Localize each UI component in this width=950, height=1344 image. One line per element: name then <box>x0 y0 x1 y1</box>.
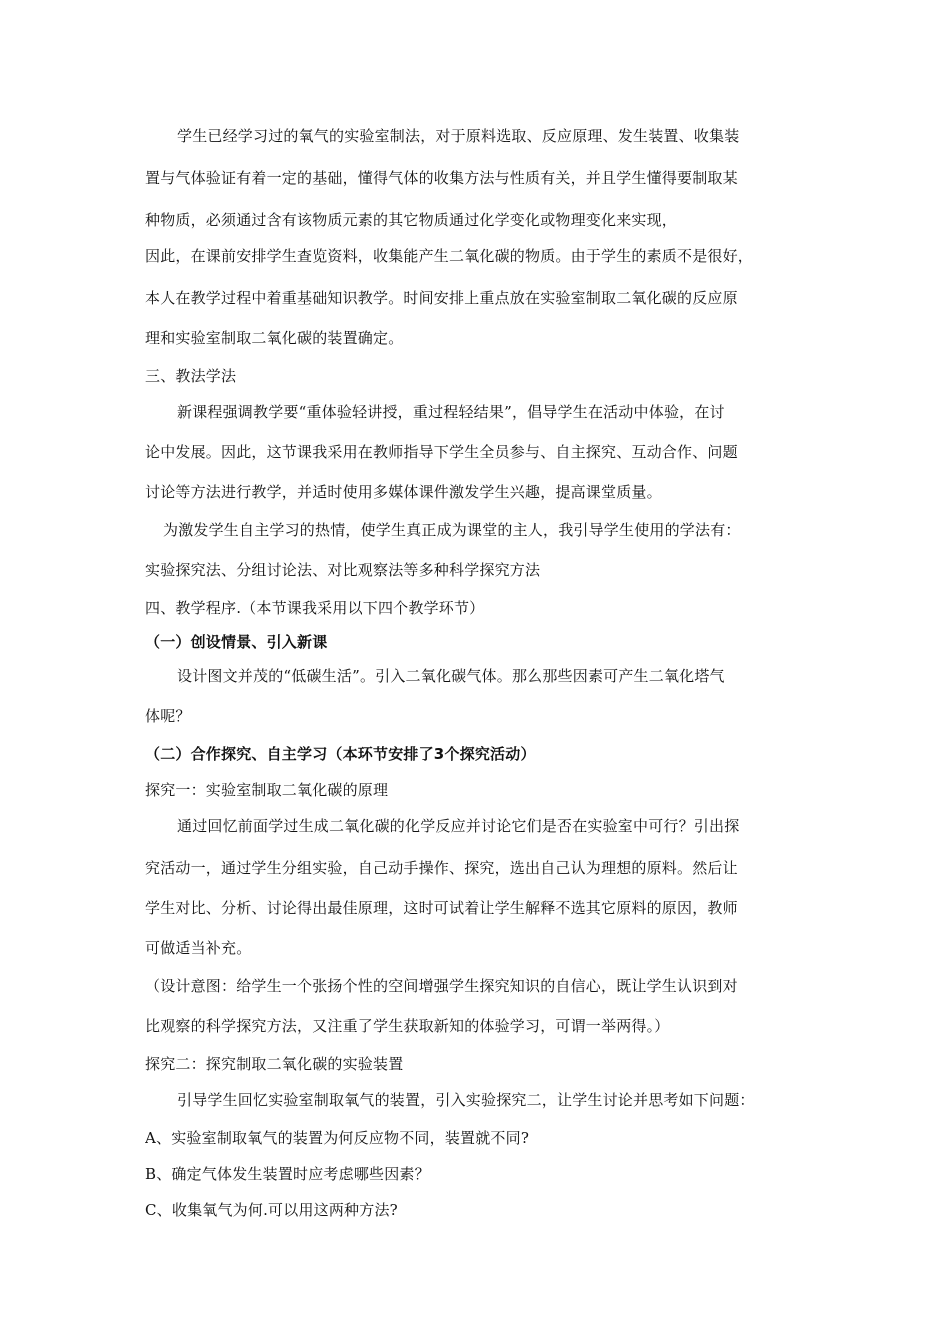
subsection-heading: （一）创设情景、引入新课 <box>145 633 328 651</box>
paragraph-line: 因此，在课前安排学生查览资料，收集能产生二氧化碳的物质。由于学生的素质不是很好， <box>145 247 754 265</box>
paragraph-line: 学生已经学习过的氧气的实验室制法，对于原料选取、反应原理、发生装置、收集装 <box>177 127 740 145</box>
paragraph-line: 理和实验室制取二氧化碳的装置确定。 <box>145 329 404 347</box>
list-item: C、收集氧气为何.可以用这两种方法? <box>145 1201 398 1219</box>
subsection-heading: （二）合作探究、自主学习（本环节安排了3个探究活动） <box>145 745 536 763</box>
paragraph-line: 实验探究法、分组讨论法、对比观察法等多种科学探究方法 <box>145 561 541 579</box>
paragraph-line: 究活动一，通过学生分组实验，自己动手操作、探究，选出自己认为理想的原料。然后让 <box>145 859 738 877</box>
paragraph-line: 引导学生回忆实验室制取氧气的装置，引入实验探究二，让学生讨论并思考如下问题： <box>177 1091 755 1109</box>
paragraph-line: （设计意图：给学生一个张扬个性的空间增强学生探究知识的自信心，既让学生认识到对 <box>145 977 738 995</box>
paragraph-line: 本人在教学过程中着重基础知识教学。时间安排上重点放在实验室制取二氧化碳的反应原 <box>145 289 738 307</box>
list-item: B、确定气体发生装置时应考虑哪些因素？ <box>145 1165 430 1183</box>
subsection-heading: 探究一：实验室制取二氧化碳的原理 <box>145 781 389 799</box>
subsection-heading: 探究二：探究制取二氧化碳的实验装置 <box>145 1055 404 1073</box>
paragraph-line: 论中发展。因此，这节课我采用在教师指导下学生全员参与、自主探究、互动合作、问题 <box>145 443 738 461</box>
section-heading: 三、教法学法 <box>145 367 237 385</box>
paragraph-line: 置与气体验证有着一定的基础，懂得气体的收集方法与性质有关，并且学生懂得要制取某 <box>145 169 738 187</box>
paragraph-line: 可做适当补充。 <box>145 939 252 957</box>
paragraph-line: 种物质，必须通过含有该物质元素的其它物质通过化学变化或物理变化来实现， <box>145 211 678 229</box>
paragraph-line: 新课程强调教学要“重体验轻讲授，重过程轻结果”，倡导学生在活动中体验，在讨 <box>177 403 725 421</box>
paragraph-line: 讨论等方法进行教学，并适时使用多媒体课件激发学生兴趣，提高课堂质量。 <box>145 483 662 501</box>
paragraph-line: 体呢？ <box>145 707 191 725</box>
paragraph-line: 通过回忆前面学过生成二氧化碳的化学反应并讨论它们是否在实验室中可行？引出探 <box>177 817 740 835</box>
paragraph-line: 比观察的科学探究方法，又注重了学生获取新知的体验学习，可谓一举两得。） <box>145 1017 670 1035</box>
section-heading: 四、教学程序.（本节课我采用以下四个教学环节） <box>145 599 485 617</box>
paragraph-line: 设计图文并茂的“低碳生活”。引入二氧化碳气体。那么那些因素可产生二氧化塔气 <box>177 667 725 685</box>
list-item: A、实验室制取氧气的装置为何反应物不同，装置就不同? <box>145 1129 530 1147</box>
paragraph-line: 为激发学生自主学习的热情，使学生真正成为课堂的主人，我引导学生使用的学法有： <box>163 521 741 539</box>
paragraph-line: 学生对比、分析、讨论得出最佳原理，这时可试着让学生解释不选其它原料的原因，教师 <box>145 899 738 917</box>
